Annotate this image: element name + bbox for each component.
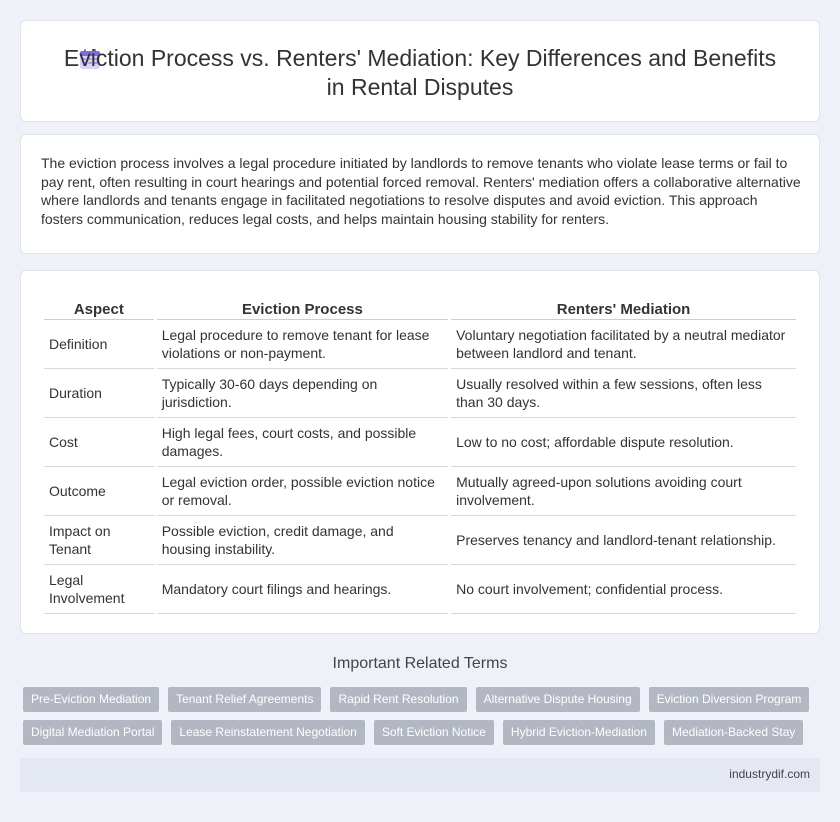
table-row	[44, 516, 796, 565]
eviction-cell: High legal fees, court costs, and possible damages.	[157, 418, 448, 467]
intro-card	[20, 134, 820, 254]
table-row	[44, 467, 796, 516]
comparison-table	[41, 293, 799, 614]
related-terms-title: Important Related Terms	[332, 655, 508, 672]
eviction-cell: Typically 30-60 days depending on jurisdiction.	[157, 369, 448, 418]
related-term-tag[interactable]: Hybrid Eviction-Mediation	[503, 720, 655, 745]
eviction-cell: Possible eviction, credit damage, and housing instability.	[157, 516, 448, 565]
related-term-tag[interactable]: Digital Mediation Portal	[23, 720, 162, 745]
mediation-cell: Usually resolved within a few sessions, often less than 30 days.	[451, 369, 796, 418]
eviction-cell: Legal procedure to remove tenant for lease violations or non-payment.	[157, 320, 448, 369]
related-term-tag[interactable]: Pre-Eviction Mediation	[23, 687, 159, 712]
related-term-tag[interactable]: Soft Eviction Notice	[374, 720, 494, 745]
tag-row	[23, 720, 823, 745]
table-row	[44, 369, 796, 418]
comparison-card	[20, 270, 820, 634]
related-term-tag[interactable]: Rapid Rent Resolution	[330, 687, 466, 712]
tag-row	[23, 687, 823, 712]
footer	[20, 758, 820, 792]
table-row	[44, 565, 796, 614]
aspect-cell: Outcome	[44, 467, 154, 516]
aspect-cell: Definition	[44, 320, 154, 369]
eviction-cell: Legal eviction order, possible eviction notice or removal.	[157, 467, 448, 516]
header-card	[20, 20, 820, 122]
mediation-cell: Voluntary negotiation facilitated by a neutral mediator between landlord and tenant.	[451, 320, 796, 369]
eviction-cell: Mandatory court filings and hearings.	[157, 565, 448, 614]
mediation-cell: No court involvement; confidential process.	[451, 565, 796, 614]
related-term-tag[interactable]: Mediation-Backed Stay	[664, 720, 803, 745]
mediation-cell: Mutually agreed-upon solutions avoiding court involvement.	[451, 467, 796, 516]
intro-text: The eviction process involves a legal procedure initiated by landlords to remove tenants who violate lease terms or fail to pay rent, often resulting in court hearings and potential forced removal. Renters' mediation offers a collaborative alternative where landlords and tenants engage in facilitated negotiations to resolve disputes and avoid eviction. This approach fosters communication, reduces legal costs, and helps maintain housing stability for renters.	[41, 155, 801, 227]
mediation-cell: Preserves tenancy and landlord-tenant relationship.	[451, 516, 796, 565]
related-terms	[23, 687, 823, 753]
aspect-cell: Duration	[44, 369, 154, 418]
header-eviction: Eviction Process	[157, 293, 448, 320]
mediation-cell: Low to no cost; affordable dispute resolution.	[451, 418, 796, 467]
related-term-tag[interactable]: Lease Reinstatement Negotiation	[171, 720, 364, 745]
table-row	[44, 320, 796, 369]
related-term-tag[interactable]: Tenant Relief Agreements	[168, 687, 321, 712]
aspect-cell: Legal Involvement	[44, 565, 154, 614]
aspect-cell: Cost	[44, 418, 154, 467]
page-title: Eviction Process vs. Renters' Mediation: Key Differences and Benefits in Rental Disputes	[63, 45, 777, 100]
footer-site[interactable]: industrydif.com	[729, 767, 810, 781]
aspect-cell: Impact on Tenant	[44, 516, 154, 565]
header-mediation: Renters' Mediation	[451, 293, 796, 320]
table-header-row	[44, 293, 796, 320]
header-aspect: Aspect	[44, 293, 154, 320]
related-term-tag[interactable]: Alternative Dispute Housing	[476, 687, 640, 712]
related-term-tag[interactable]: Eviction Diversion Program	[649, 687, 810, 712]
table-row	[44, 418, 796, 467]
